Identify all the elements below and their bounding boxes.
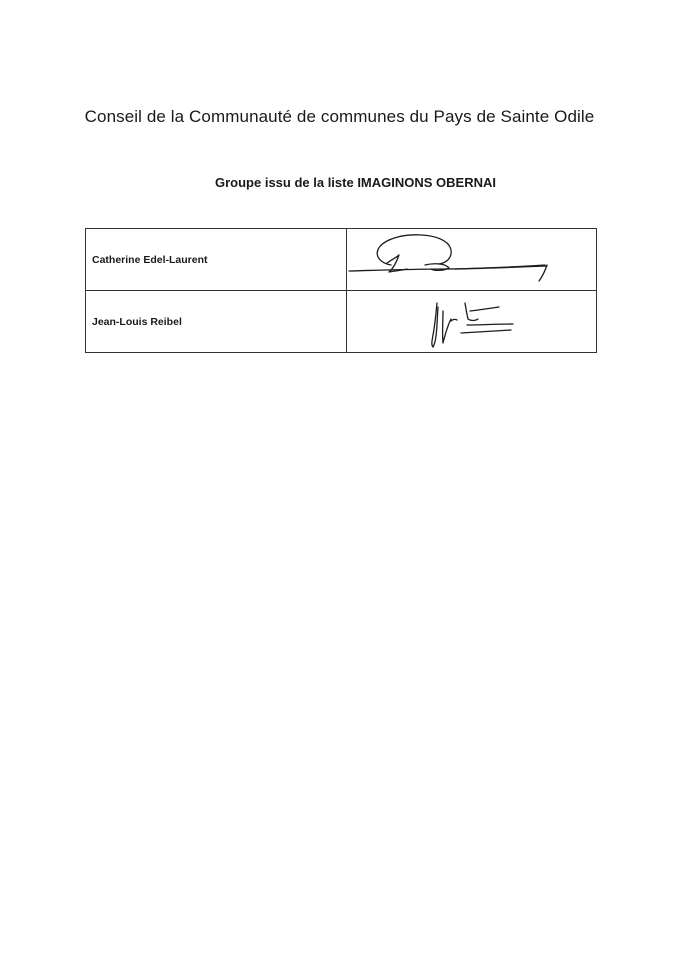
signer-name: Jean-Louis Reibel xyxy=(86,291,347,353)
signature-cell xyxy=(347,291,597,353)
table-row xyxy=(86,229,597,291)
document-title: Conseil de la Communauté de communes du Pays de Sainte Odile xyxy=(84,107,595,126)
signature-cell xyxy=(347,229,597,291)
group-heading: Groupe issu de la liste IMAGINONS OBERNAI xyxy=(215,175,496,190)
table-row xyxy=(86,291,597,353)
signature-table xyxy=(85,228,597,353)
handwritten-signature-icon xyxy=(347,229,603,291)
handwritten-signature-icon xyxy=(347,291,603,353)
signer-name: Catherine Edel-Laurent xyxy=(86,229,347,291)
